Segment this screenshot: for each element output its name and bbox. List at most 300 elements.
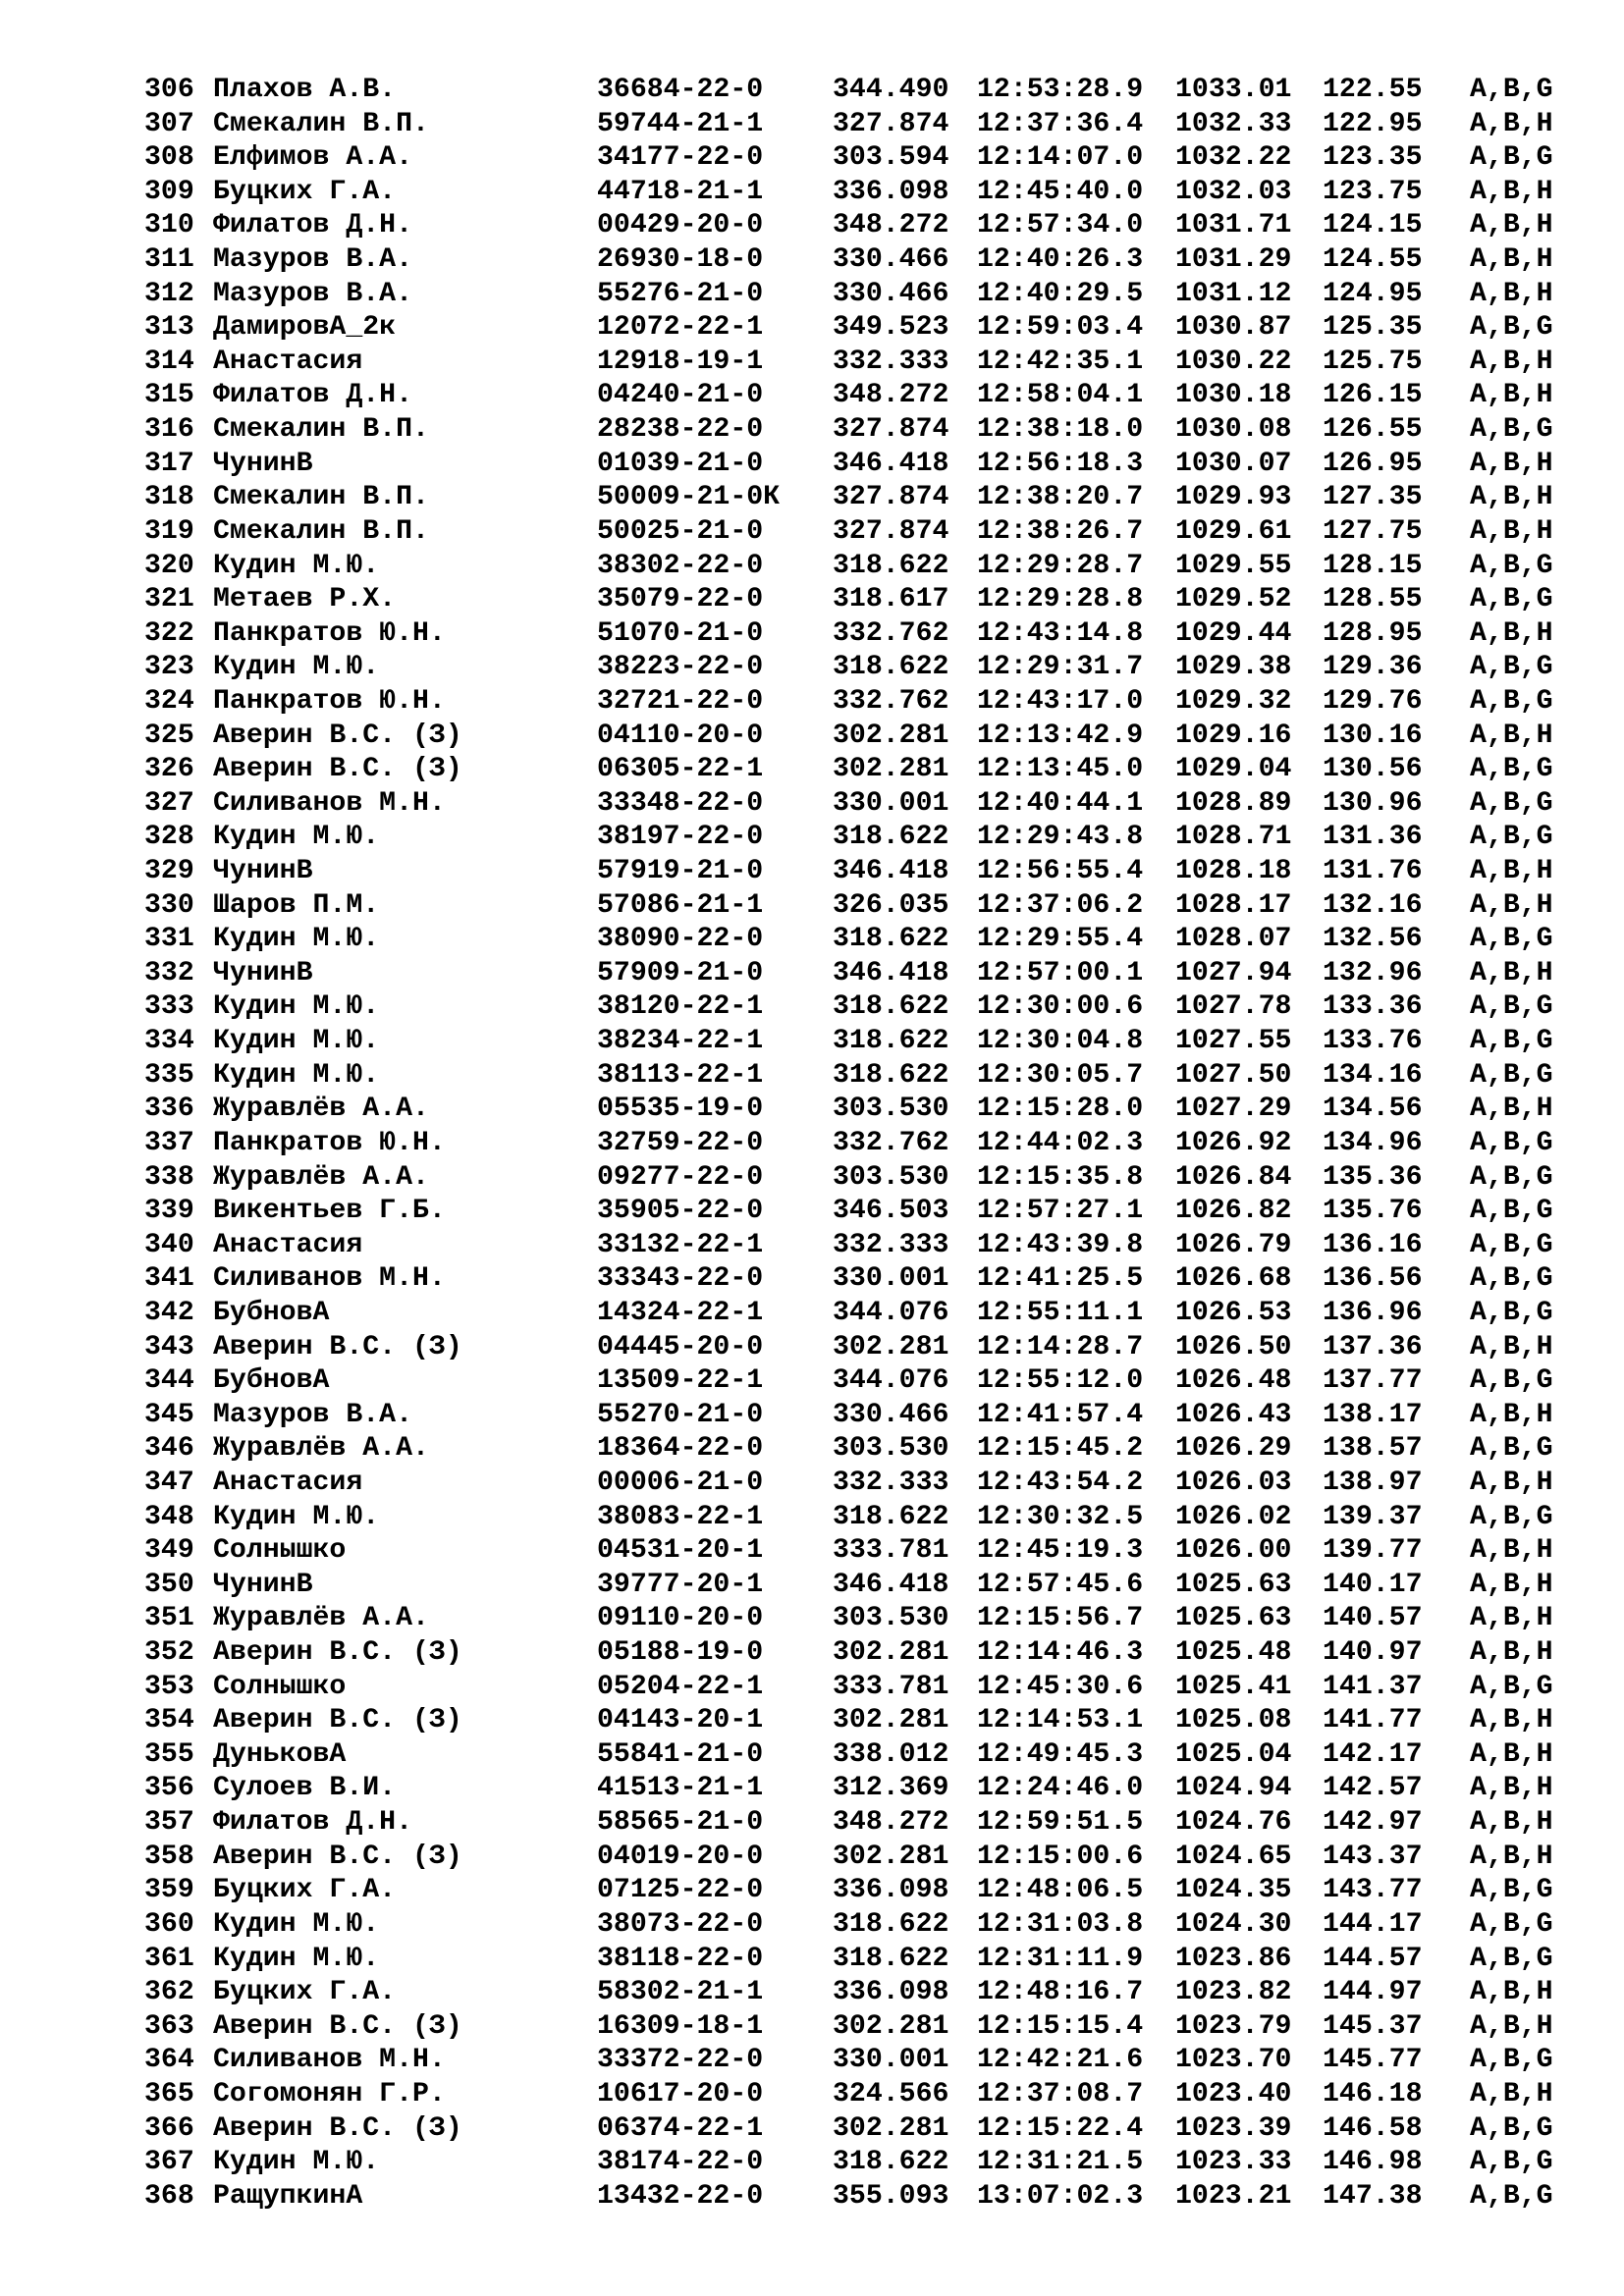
row-time: 12:13:45.0 [977, 754, 1144, 785]
row-points: 141.77 [1323, 1705, 1423, 1736]
row-number: 310 [144, 210, 194, 241]
row-ring-id: 32721-22-0 [597, 685, 764, 717]
row-number: 363 [144, 2010, 194, 2042]
row-points: 130.56 [1323, 754, 1423, 785]
row-time: 12:56:55.4 [977, 856, 1144, 887]
row-speed: 1026.92 [1175, 1127, 1292, 1158]
row-points: 123.35 [1323, 142, 1423, 174]
row-points: 140.17 [1323, 1569, 1423, 1600]
row-speed: 1026.53 [1175, 1297, 1292, 1328]
row-speed: 1026.48 [1175, 1365, 1292, 1397]
row-ring-id: 18364-22-0 [597, 1433, 764, 1465]
row-categories: A,B,H [1470, 1331, 1553, 1362]
row-name: Кудин М.Ю. [213, 2147, 380, 2178]
row-distance: 302.281 [833, 2112, 949, 2144]
row-points: 135.36 [1323, 1161, 1423, 1193]
row-name: Филатов Д.Н. [213, 380, 412, 411]
row-categories: A,B,G [1470, 1263, 1553, 1295]
row-points: 126.55 [1323, 414, 1423, 446]
row-speed: 1026.00 [1175, 1535, 1292, 1567]
row-name: Кудин М.Ю. [213, 822, 380, 853]
row-points: 123.75 [1323, 176, 1423, 207]
row-speed: 1027.55 [1175, 1026, 1292, 1057]
row-speed: 1023.86 [1175, 1943, 1292, 1974]
row-distance: 327.874 [833, 482, 949, 513]
row-distance: 344.490 [833, 75, 949, 105]
row-categories: A,B,G [1470, 1161, 1553, 1193]
row-categories: A,B,H [1470, 108, 1553, 139]
row-number: 311 [144, 244, 194, 276]
row-time: 12:40:44.1 [977, 787, 1144, 819]
row-time: 12:29:28.8 [977, 584, 1144, 615]
row-categories: A,B,H [1470, 1637, 1553, 1669]
row-ring-id: 38174-22-0 [597, 2147, 764, 2178]
row-distance: 318.622 [833, 1059, 949, 1091]
row-time: 12:41:25.5 [977, 1263, 1144, 1295]
row-points: 122.95 [1323, 108, 1423, 139]
row-number: 335 [144, 1059, 194, 1091]
row-distance: 330.001 [833, 2045, 949, 2076]
row-points: 129.36 [1323, 652, 1423, 683]
row-name: Анастасия [213, 346, 363, 377]
row-time: 12:48:16.7 [977, 1977, 1144, 2008]
row-ring-id: 38302-22-0 [597, 550, 764, 581]
row-points: 139.77 [1323, 1535, 1423, 1567]
row-ring-id: 26930-18-0 [597, 244, 764, 276]
row-number: 327 [144, 787, 194, 819]
row-ring-id: 13509-22-1 [597, 1365, 764, 1397]
row-number: 332 [144, 957, 194, 988]
row-ring-id: 28238-22-0 [597, 414, 764, 446]
row-categories: A,B,H [1470, 1773, 1553, 1804]
row-categories: A,B,H [1470, 1535, 1553, 1567]
row-points: 144.17 [1323, 1908, 1423, 1940]
row-categories: A,B,G [1470, 1196, 1553, 1227]
row-speed: 1029.16 [1175, 720, 1292, 751]
row-ring-id: 04445-20-0 [597, 1331, 764, 1362]
row-distance: 327.874 [833, 414, 949, 446]
row-points: 132.96 [1323, 957, 1423, 988]
row-number: 365 [144, 2078, 194, 2109]
row-distance: 302.281 [833, 1331, 949, 1362]
row-points: 134.16 [1323, 1059, 1423, 1091]
row-speed: 1023.70 [1175, 2045, 1292, 2076]
row-time: 12:30:00.6 [977, 991, 1144, 1023]
row-name: Шаров П.М. [213, 889, 380, 921]
row-number: 362 [144, 1977, 194, 2008]
row-ring-id: 04240-21-0 [597, 380, 764, 411]
row-ring-id: 38197-22-0 [597, 822, 764, 853]
row-number: 314 [144, 346, 194, 377]
row-name: Буцких Г.А. [213, 176, 397, 207]
row-categories: A,B,G [1470, 1908, 1553, 1940]
row-ring-id: 39777-20-1 [597, 1569, 764, 1600]
row-time: 12:30:04.8 [977, 1026, 1144, 1057]
row-speed: 1024.30 [1175, 1908, 1292, 1940]
row-name: Кудин М.Ю. [213, 1026, 380, 1057]
row-speed: 1026.82 [1175, 1196, 1292, 1227]
row-points: 128.55 [1323, 584, 1423, 615]
row-ring-id: 33132-22-1 [597, 1229, 764, 1260]
row-name: Аверин В.С. (З) [213, 1331, 462, 1362]
row-speed: 1030.87 [1175, 312, 1292, 344]
row-points: 141.37 [1323, 1671, 1423, 1702]
row-ring-id: 01039-21-0 [597, 448, 764, 479]
row-name: Плахов А.В. [213, 75, 397, 105]
row-number: 334 [144, 1026, 194, 1057]
row-distance: 346.418 [833, 1569, 949, 1600]
row-number: 359 [144, 1875, 194, 1906]
row-categories: A,B,G [1470, 787, 1553, 819]
row-number: 345 [144, 1399, 194, 1430]
row-speed: 1025.08 [1175, 1705, 1292, 1736]
row-categories: A,B,H [1470, 720, 1553, 751]
row-ring-id: 35905-22-0 [597, 1196, 764, 1227]
row-distance: 348.272 [833, 1807, 949, 1839]
row-distance: 330.001 [833, 787, 949, 819]
row-categories: A,B,G [1470, 142, 1553, 174]
row-distance: 318.622 [833, 1026, 949, 1057]
row-points: 144.57 [1323, 1943, 1423, 1974]
row-categories: A,B,H [1470, 278, 1553, 309]
row-time: 12:43:54.2 [977, 1467, 1144, 1498]
row-number: 306 [144, 75, 194, 105]
row-name: Аверин В.С. (З) [213, 2112, 462, 2144]
row-distance: 312.369 [833, 1773, 949, 1804]
row-categories: A,B,G [1470, 1365, 1553, 1397]
row-name: ЧунинВ [213, 856, 313, 887]
row-points: 136.16 [1323, 1229, 1423, 1260]
row-distance: 318.622 [833, 822, 949, 853]
row-time: 12:43:17.0 [977, 685, 1144, 717]
row-name: Елфимов А.А. [213, 142, 412, 174]
row-distance: 303.530 [833, 1603, 949, 1634]
row-categories: A,B,G [1470, 652, 1553, 683]
row-speed: 1026.43 [1175, 1399, 1292, 1430]
row-number: 340 [144, 1229, 194, 1260]
row-distance: 303.594 [833, 142, 949, 174]
row-points: 130.96 [1323, 787, 1423, 819]
row-distance: 318.622 [833, 1501, 949, 1532]
row-speed: 1023.79 [1175, 2010, 1292, 2042]
row-distance: 346.418 [833, 957, 949, 988]
row-ring-id: 04531-20-1 [597, 1535, 764, 1567]
row-time: 12:57:34.0 [977, 210, 1144, 241]
row-points: 142.97 [1323, 1807, 1423, 1839]
row-time: 12:38:18.0 [977, 414, 1144, 446]
row-points: 147.38 [1323, 2180, 1423, 2212]
row-number: 355 [144, 1738, 194, 1770]
row-name: Метаев Р.Х. [213, 584, 397, 615]
row-name: Буцких Г.А. [213, 1875, 397, 1906]
row-categories: A,B,H [1470, 1094, 1553, 1125]
row-categories: A,B,G [1470, 1127, 1553, 1158]
row-points: 129.76 [1323, 685, 1423, 717]
row-points: 131.36 [1323, 822, 1423, 853]
row-distance: 318.622 [833, 1943, 949, 1974]
row-name: Солнышко [213, 1671, 347, 1702]
row-number: 353 [144, 1671, 194, 1702]
row-distance: 302.281 [833, 2010, 949, 2042]
row-speed: 1025.63 [1175, 1603, 1292, 1634]
row-ring-id: 55270-21-0 [597, 1399, 764, 1430]
row-points: 130.16 [1323, 720, 1423, 751]
row-number: 349 [144, 1535, 194, 1567]
row-categories: A,B,H [1470, 2010, 1553, 2042]
row-distance: 303.530 [833, 1094, 949, 1125]
row-categories: A,B,G [1470, 550, 1553, 581]
row-name: Аверин В.С. (З) [213, 754, 462, 785]
row-number: 326 [144, 754, 194, 785]
row-categories: A,B,H [1470, 1738, 1553, 1770]
row-distance: 332.333 [833, 1229, 949, 1260]
row-categories: A,B,H [1470, 957, 1553, 988]
row-points: 142.57 [1323, 1773, 1423, 1804]
row-name: Смекалин В.П. [213, 108, 429, 139]
row-time: 12:44:02.3 [977, 1127, 1144, 1158]
row-speed: 1030.22 [1175, 346, 1292, 377]
row-number: 331 [144, 924, 194, 955]
row-distance: 302.281 [833, 1637, 949, 1669]
row-categories: A,B,H [1470, 244, 1553, 276]
row-speed: 1026.79 [1175, 1229, 1292, 1260]
row-number: 366 [144, 2112, 194, 2144]
row-time: 12:29:55.4 [977, 924, 1144, 955]
row-ring-id: 06374-22-1 [597, 2112, 764, 2144]
row-distance: 326.035 [833, 889, 949, 921]
row-ring-id: 36684-22-0 [597, 75, 764, 105]
row-number: 317 [144, 448, 194, 479]
row-speed: 1032.22 [1175, 142, 1292, 174]
row-name: РащупкинА [213, 2180, 363, 2212]
row-ring-id: 33372-22-0 [597, 2045, 764, 2076]
row-points: 139.37 [1323, 1501, 1423, 1532]
row-time: 12:53:28.9 [977, 75, 1144, 105]
row-speed: 1031.12 [1175, 278, 1292, 309]
row-distance: 302.281 [833, 1705, 949, 1736]
row-time: 12:15:35.8 [977, 1161, 1144, 1193]
row-ring-id: 05204-22-1 [597, 1671, 764, 1702]
row-points: 146.98 [1323, 2147, 1423, 2178]
row-time: 12:38:20.7 [977, 482, 1144, 513]
row-ring-id: 35079-22-0 [597, 584, 764, 615]
row-number: 307 [144, 108, 194, 139]
row-points: 126.95 [1323, 448, 1423, 479]
row-speed: 1026.02 [1175, 1501, 1292, 1532]
row-ring-id: 38113-22-1 [597, 1059, 764, 1091]
row-ring-id: 59744-21-1 [597, 108, 764, 139]
row-points: 127.35 [1323, 482, 1423, 513]
row-points: 146.18 [1323, 2078, 1423, 2109]
row-categories: A,B,G [1470, 584, 1553, 615]
row-time: 12:38:26.7 [977, 515, 1144, 547]
row-time: 12:49:45.3 [977, 1738, 1144, 1770]
row-ring-id: 57919-21-0 [597, 856, 764, 887]
row-speed: 1029.38 [1175, 652, 1292, 683]
row-time: 12:59:03.4 [977, 312, 1144, 344]
row-distance: 327.874 [833, 515, 949, 547]
row-name: ЧунинВ [213, 448, 313, 479]
row-speed: 1025.04 [1175, 1738, 1292, 1770]
row-speed: 1026.03 [1175, 1467, 1292, 1498]
row-ring-id: 38120-22-1 [597, 991, 764, 1023]
row-distance: 332.762 [833, 617, 949, 649]
row-distance: 332.333 [833, 1467, 949, 1498]
row-speed: 1028.71 [1175, 822, 1292, 853]
row-speed: 1024.94 [1175, 1773, 1292, 1804]
row-distance: 303.530 [833, 1433, 949, 1465]
row-time: 12:57:00.1 [977, 957, 1144, 988]
row-number: 328 [144, 822, 194, 853]
row-categories: A,B,H [1470, 1977, 1553, 2008]
row-points: 140.57 [1323, 1603, 1423, 1634]
row-categories: A,B,H [1470, 1705, 1553, 1736]
row-number: 342 [144, 1297, 194, 1328]
row-categories: A,B,G [1470, 2147, 1553, 2178]
row-name: Панкратов Ю.Н. [213, 685, 446, 717]
row-number: 361 [144, 1943, 194, 1974]
row-time: 12:58:04.1 [977, 380, 1144, 411]
row-number: 357 [144, 1807, 194, 1839]
row-speed: 1027.50 [1175, 1059, 1292, 1091]
row-time: 12:29:31.7 [977, 652, 1144, 683]
row-distance: 318.622 [833, 1908, 949, 1940]
row-time: 12:30:32.5 [977, 1501, 1144, 1532]
row-points: 124.55 [1323, 244, 1423, 276]
row-ring-id: 32759-22-0 [597, 1127, 764, 1158]
row-categories: A,B,G [1470, 2112, 1553, 2144]
row-ring-id: 38223-22-0 [597, 652, 764, 683]
row-name: Аверин В.С. (З) [213, 720, 462, 751]
row-time: 12:45:40.0 [977, 176, 1144, 207]
row-number: 325 [144, 720, 194, 751]
row-time: 12:15:56.7 [977, 1603, 1144, 1634]
row-categories: A,B,H [1470, 1807, 1553, 1839]
row-name: Кудин М.Ю. [213, 1908, 380, 1940]
row-name: Согомонян Г.Р. [213, 2078, 446, 2109]
row-time: 12:56:18.3 [977, 448, 1144, 479]
row-speed: 1026.84 [1175, 1161, 1292, 1193]
row-name: Филатов Д.Н. [213, 210, 412, 241]
row-distance: 303.530 [833, 1161, 949, 1193]
row-ring-id: 50025-21-0 [597, 515, 764, 547]
row-ring-id: 55841-21-0 [597, 1738, 764, 1770]
row-categories: A,B,H [1470, 346, 1553, 377]
row-ring-id: 16309-18-1 [597, 2010, 764, 2042]
row-time: 13:07:02.3 [977, 2180, 1144, 2212]
row-distance: 318.622 [833, 550, 949, 581]
row-name: Мазуров В.А. [213, 244, 412, 276]
row-speed: 1030.18 [1175, 380, 1292, 411]
row-points: 126.15 [1323, 380, 1423, 411]
row-points: 134.56 [1323, 1094, 1423, 1125]
row-distance: 349.523 [833, 312, 949, 344]
row-speed: 1030.07 [1175, 448, 1292, 479]
row-name: Сулоев В.И. [213, 1773, 397, 1804]
row-speed: 1031.29 [1175, 244, 1292, 276]
row-ring-id: 10617-20-0 [597, 2078, 764, 2109]
row-categories: A,B,G [1470, 1943, 1553, 1974]
row-name: Кудин М.Ю. [213, 550, 380, 581]
row-speed: 1028.17 [1175, 889, 1292, 921]
row-speed: 1023.33 [1175, 2147, 1292, 2178]
row-time: 12:37:06.2 [977, 889, 1144, 921]
row-speed: 1033.01 [1175, 75, 1292, 105]
row-ring-id: 04019-20-0 [597, 1841, 764, 1872]
row-number: 308 [144, 142, 194, 174]
row-distance: 346.418 [833, 448, 949, 479]
row-name: ДамировА_2к [213, 312, 397, 344]
row-ring-id: 51070-21-0 [597, 617, 764, 649]
row-distance: 336.098 [833, 176, 949, 207]
row-number: 350 [144, 1569, 194, 1600]
row-name: БубновА [213, 1297, 330, 1328]
row-distance: 302.281 [833, 754, 949, 785]
row-ring-id: 57086-21-1 [597, 889, 764, 921]
row-ring-id: 41513-21-1 [597, 1773, 764, 1804]
row-time: 12:41:57.4 [977, 1399, 1144, 1430]
row-time: 12:31:03.8 [977, 1908, 1144, 1940]
row-number: 354 [144, 1705, 194, 1736]
row-distance: 332.333 [833, 346, 949, 377]
row-name: Аверин В.С. (З) [213, 1705, 462, 1736]
row-name: Мазуров В.А. [213, 278, 412, 309]
row-categories: A,B,H [1470, 515, 1553, 547]
row-categories: A,B,H [1470, 482, 1553, 513]
row-categories: A,B,G [1470, 1433, 1553, 1465]
row-time: 12:30:05.7 [977, 1059, 1144, 1091]
row-number: 341 [144, 1263, 194, 1295]
row-name: Смекалин В.П. [213, 482, 429, 513]
row-categories: A,B,G [1470, 924, 1553, 955]
row-number: 344 [144, 1365, 194, 1397]
row-speed: 1029.04 [1175, 754, 1292, 785]
row-ring-id: 13432-22-0 [597, 2180, 764, 2212]
row-ring-id: 55276-21-0 [597, 278, 764, 309]
row-ring-id: 58565-21-0 [597, 1807, 764, 1839]
row-number: 323 [144, 652, 194, 683]
row-distance: 332.762 [833, 1127, 949, 1158]
row-categories: A,B,G [1470, 1501, 1553, 1532]
row-points: 138.97 [1323, 1467, 1423, 1498]
row-ring-id: 14324-22-1 [597, 1297, 764, 1328]
row-ring-id: 05188-19-0 [597, 1637, 764, 1669]
row-distance: 355.093 [833, 2180, 949, 2212]
row-speed: 1024.76 [1175, 1807, 1292, 1839]
row-distance: 302.281 [833, 1841, 949, 1872]
row-ring-id: 58302-21-1 [597, 1977, 764, 2008]
row-points: 138.57 [1323, 1433, 1423, 1465]
row-name: Кудин М.Ю. [213, 991, 380, 1023]
row-distance: 318.622 [833, 2147, 949, 2178]
row-speed: 1023.40 [1175, 2078, 1292, 2109]
row-name: Аверин В.С. (З) [213, 2010, 462, 2042]
row-categories: A,B,H [1470, 617, 1553, 649]
row-time: 12:14:46.3 [977, 1637, 1144, 1669]
row-number: 358 [144, 1841, 194, 1872]
row-points: 143.37 [1323, 1841, 1423, 1872]
row-speed: 1029.55 [1175, 550, 1292, 581]
row-number: 319 [144, 515, 194, 547]
row-points: 140.97 [1323, 1637, 1423, 1669]
row-speed: 1023.82 [1175, 1977, 1292, 2008]
row-time: 12:45:30.6 [977, 1671, 1144, 1702]
row-time: 12:15:00.6 [977, 1841, 1144, 1872]
row-distance: 346.418 [833, 856, 949, 887]
row-points: 133.36 [1323, 991, 1423, 1023]
row-ring-id: 04110-20-0 [597, 720, 764, 751]
row-time: 12:57:27.1 [977, 1196, 1144, 1227]
